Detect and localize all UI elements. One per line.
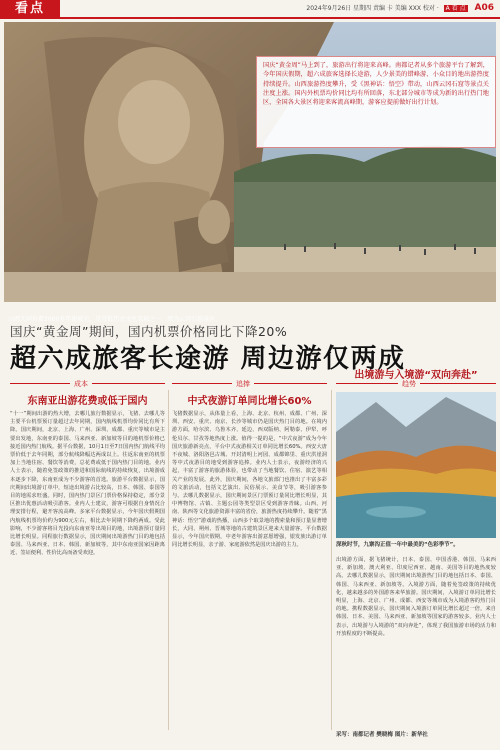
column-title: 出境游与入境游“双向奔赴” [354,370,478,381]
column-title: 东南亚出游花费或低于国内 [27,396,148,407]
lead-photo [4,22,496,323]
column-tag: 趋势 [398,379,420,389]
issue-date: 2024年9月26日 星期四 责编 卡 美编 XXX 校对 · [306,5,439,12]
header-rule [0,17,500,19]
column-text: “十一”期间出游的热大增，去哪儿旅行数据显示，飞猪、去哪儿等主要平台机票预订量超过去年同期，国内航线机票均价同比有所下降。国庆期间，北京、上海、广州、深圳、成都、重庆等城市是主要出发地，东南亚的泰国、马来西亚、新加坡等目的地机票价格已接近国内热门航线。据平台数据，10月1日至7日国内热门航线平均票价低于去年同期，部分航线降幅达两成以上。往返东南亚的机票加上当地住宿、餐饮等消费，总花费或低于国内热门目的地。业内人士表示，随着免签政策的推进和国际航线的持续恢复，出境游成本逐步下降，东南亚成为不少游客的首选。旅游平台数据显示，国庆期间出境游订单中，短途出境游占比较高，日本、韩国、泰国等目的地需求旺盛。同时，国内热门景区门票价格保持稳定，部分景区推出优惠活动吸引游客。业内人士建议，游客可根据自身情况合理安排行程，避开客流高峰。多家平台数据显示，今年国庆假期国内航线机票均价约为900元左右，相比去年同期下降约两成。受此影响，不少游客将目光投向东南亚等出境目的地，出境游预订量同比增长明显。同程旅行数据显示，国庆期间出境游热门目的地包括泰国、马来西亚、日本、韩国、新加坡等，其中东南亚国家因距离近、签证便利、性价比高而备受欢迎。 [10,411,165,557]
mountain-photo [336,392,496,538]
column-tag: 成本 [70,379,92,389]
column-divider [331,390,332,730]
page-number: A06 [474,3,494,13]
article-headline: 超六成旅客长途游 周边游仅两成 [10,344,406,374]
header-meta [306,3,494,13]
byline: 采写：南都记者 樊晓梅 图片：新华社 [336,732,428,738]
intro-box [256,56,496,148]
column-divider [168,390,169,730]
secondary-photo [336,392,496,538]
intro-text: 国庆“黄金周”马上到了，旅游出行将迎来高峰。南都记者从多个旅游平台了解到，今年国庆假期，超六成旅客选择长途游，人少景美的错峰游、小众目的地出游热度持续提升。山西旅游热度攀升，受《黑神话：悟空》带动，山西云冈石窟等景点关注度上涨。国内外机票均价同比均有所回落，东北部分城市等成为新的出行热门地区，全国各大景区将迎来客流高峰期，游客应提前做好出行计划。 [263,62,489,107]
column-text: 出境游方面，据飞猪统计，日本、泰国、中国香港、韩国、马来西亚、新加坡、澳大利亚、印度尼西亚、越南、美国等目的地热度较高。去哪儿数据显示，国庆期间出境游热门目的地包括日本、泰国、韩国、马来西亚、新加坡等。入境游方面，随着免签政策的持续优化，越来越多的外国游客来华旅游。国庆期间，入境游订单同比增长明显，上海、北京、广州、成都、西安等城市成为入境游客的热门目的地。携程数据显示，国庆期间入境游订单同比增长超过一倍，来自韩国、日本、美国、马来西亚、新加坡等国家的游客较多。业内人士表示，出境游与入境游的“双向奔赴”，体现了我国旅游市场的活力和开放程度的不断提高。 [336,557,496,637]
section-tag: 看点 [0,0,60,17]
section-badge: A 看 点 [445,5,466,12]
column-title: 中式夜游订单同比增长60% [187,396,312,407]
secondary-photo-caption: 深秋时节，九寨沟正值一年中最美的“色彩季节”。 [336,542,459,548]
article-subtitle: 国庆“黄金周”期间，国内机票价格同比下降20% [10,324,288,339]
page-header [0,0,500,17]
column-tag: 追捧 [232,379,254,389]
photo-caption: 山西大同有着2000多年建城史，是首批历史文化名城之一，图为云冈石窟景区。 [8,316,222,323]
column-text: 飞猪数据显示，从体量上看，上海、北京、杭州、成都、广州、深圳、西安、重庆、南京、长沙等城市仍是国庆热门目的地。在境内游方面，哈尔滨、乌鲁木齐、延边、西双版纳、阿勒泰、伊犁、呼伦贝尔、甘孜等地热度上涨。值得一提的是，“中式夜游”成为今年国庆旅游新亮点，平台中式夜游相关订单同比增长60%。西安大唐不夜城、洛阳洛邑古城、开封清明上河园、成都锦里、重庆洪崖洞等中式夜游目的地受到游客追捧。业内人士表示，夜游经济的兴起，丰富了游客的旅游体验，也带动了当地餐饮、住宿、演艺等相关产业的发展。此外，国庆期间，各地文旅部门也推出了丰富多彩的文旅活动，包括文艺演出、民俗展示、美食节等，吸引游客参与。去哪儿数据显示，国庆期间景区门票预订量同比增长明显，其中博物馆、古镇、主题公园等类型景区受到游客青睐。山西、河南、陕西等文化旅游资源丰富的省份，旅游热度持续攀升。随着“黑神话：悟空”游戏的热播，山西多个取景地的搜索量和预订量显著增长，大同、朔州、晋城等地的古建筑景区迎来大量游客。平台数据显示，今年国庆假期，中老年游客出游意愿增强，银发族出游订单同比增长明显，亲子游、家庭游依然是国庆出游的主力。 [172,411,327,549]
